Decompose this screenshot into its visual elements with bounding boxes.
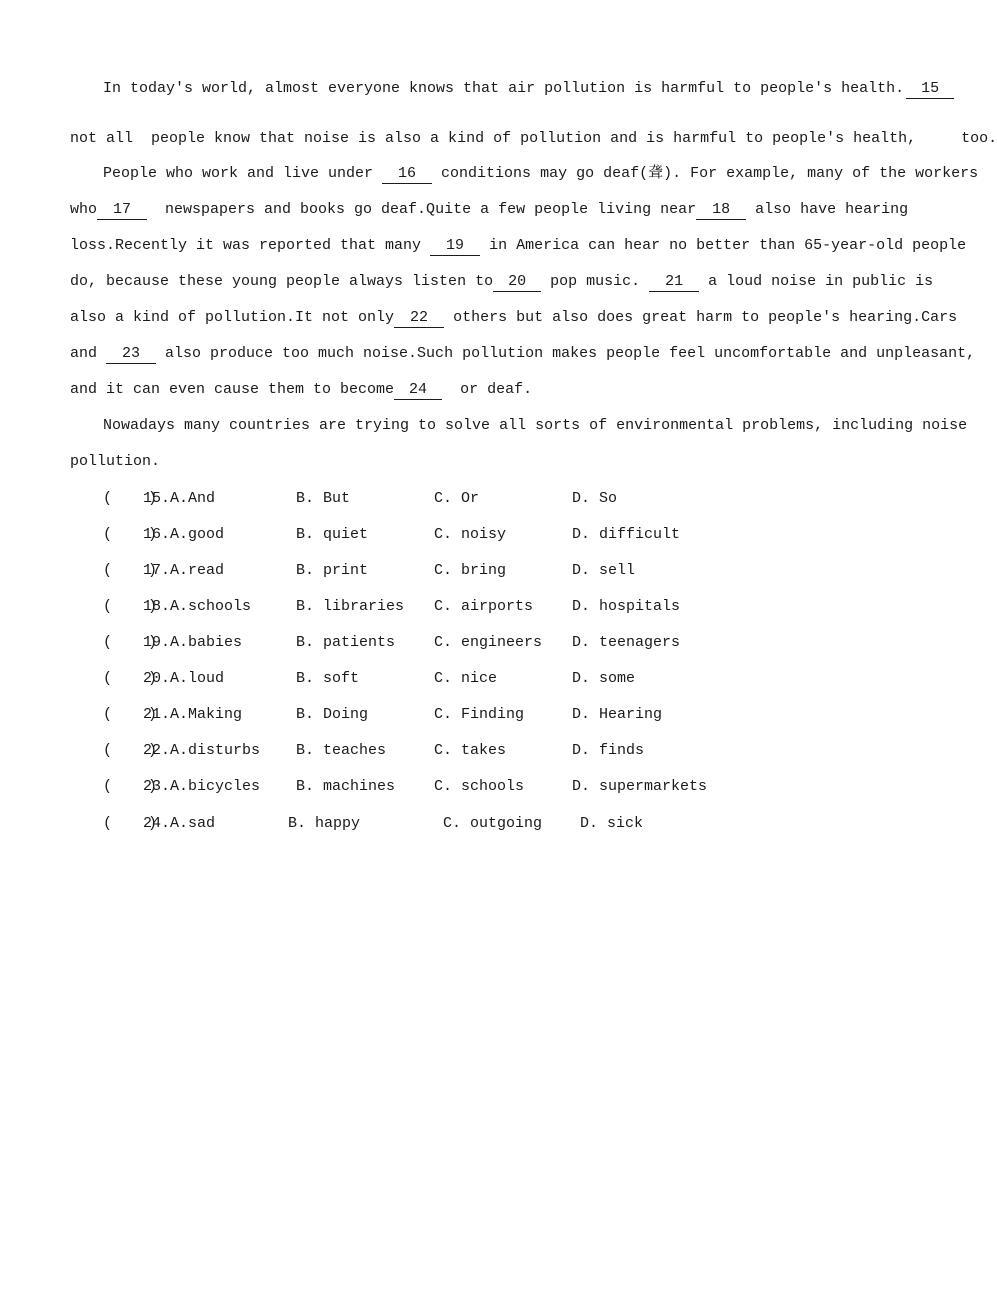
blank-16[interactable]: 16 xyxy=(382,165,432,184)
option-c: C. Finding xyxy=(434,706,525,723)
option-d: D. finds xyxy=(572,742,645,759)
passage-text: and it can even cause them to become xyxy=(70,381,395,398)
blank-17[interactable]: 17 xyxy=(97,201,147,220)
option-c: C. noisy xyxy=(434,526,507,543)
answer-bracket[interactable]: ( ) xyxy=(103,634,158,651)
option-c: C. schools xyxy=(434,778,525,795)
question-22 xyxy=(103,741,645,761)
option-a: 15.A.And xyxy=(143,490,216,507)
option-d: D. difficult xyxy=(572,526,681,543)
answer-bracket[interactable]: ( ) xyxy=(103,562,158,579)
option-a: 24.A.sad xyxy=(143,815,216,832)
passage-text: a loud noise in public is xyxy=(699,273,934,290)
option-a: 19.A.babies xyxy=(143,634,243,651)
option-b: B. But xyxy=(296,490,351,507)
passage-line: pollution. xyxy=(70,453,161,470)
blank-24[interactable]: 24 xyxy=(394,381,442,400)
answer-bracket[interactable]: ( ) xyxy=(103,598,158,615)
option-b: B. quiet xyxy=(296,526,369,543)
option-c: C. airports xyxy=(434,598,534,615)
answer-bracket[interactable]: ( ) xyxy=(103,526,158,543)
passage-line: not all people know that noise is also a kind of pollution and is harmful to people's health, too. xyxy=(70,130,997,147)
question-24 xyxy=(103,814,644,834)
option-b: B. machines xyxy=(296,778,396,795)
blank-19[interactable]: 19 xyxy=(430,237,480,256)
option-a: 18.A.schools xyxy=(143,598,252,615)
question-15 xyxy=(103,489,618,509)
question-17 xyxy=(103,561,636,581)
passage-text: People who work and live under xyxy=(103,165,383,182)
option-a: 17.A.read xyxy=(143,562,225,579)
option-c: C. engineers xyxy=(434,634,543,651)
passage-text: and xyxy=(70,345,107,362)
option-a: 20.A.loud xyxy=(143,670,225,687)
passage-text: others but also does great harm to people's hearing.Cars xyxy=(444,309,958,326)
option-b: B. teaches xyxy=(296,742,387,759)
blank-15[interactable]: 15 xyxy=(906,80,954,99)
option-d: D. Hearing xyxy=(572,706,663,723)
passage-text: pop music. xyxy=(541,273,650,290)
blank-22[interactable]: 22 xyxy=(394,309,444,328)
passage-text: In today's world, almost everyone knows that air pollution is harmful to people's health. xyxy=(103,80,905,97)
passage-text: do, because these young people always listen to xyxy=(70,273,494,290)
option-d: D. supermarkets xyxy=(572,778,708,795)
blank-18[interactable]: 18 xyxy=(696,201,746,220)
option-c: C. outgoing xyxy=(443,815,543,832)
passage-text: conditions may go deaf(聋). For example, many of the workers xyxy=(432,165,979,182)
option-c: C. takes xyxy=(434,742,507,759)
option-b: B. Doing xyxy=(296,706,369,723)
option-c: C. bring xyxy=(434,562,507,579)
blank-21[interactable]: 21 xyxy=(649,273,699,292)
question-20 xyxy=(103,669,636,689)
passage-line xyxy=(70,380,532,400)
answer-bracket[interactable]: ( ) xyxy=(103,815,158,832)
answer-bracket[interactable]: ( ) xyxy=(103,706,158,723)
blank-23[interactable]: 23 xyxy=(106,345,156,364)
passage-line xyxy=(70,344,975,364)
answer-bracket[interactable]: ( ) xyxy=(103,742,158,759)
option-b: B. patients xyxy=(296,634,396,651)
passage-line xyxy=(70,308,957,328)
option-d: D. sell xyxy=(572,562,636,579)
option-a: 16.A.good xyxy=(143,526,225,543)
option-d: D. teenagers xyxy=(572,634,681,651)
passage-line xyxy=(70,200,908,220)
passage-line xyxy=(70,272,933,292)
passage-line xyxy=(103,79,954,99)
blank-20[interactable]: 20 xyxy=(493,273,541,292)
option-d: D. sick xyxy=(580,815,644,832)
passage-line xyxy=(70,236,966,256)
option-c: C. nice xyxy=(434,670,498,687)
option-a: 22.A.disturbs xyxy=(143,742,261,759)
option-d: D. some xyxy=(572,670,636,687)
option-a: 23.A.bicycles xyxy=(143,778,261,795)
question-21 xyxy=(103,705,663,725)
passage-line xyxy=(103,164,978,184)
option-d: D. hospitals xyxy=(572,598,681,615)
question-19 xyxy=(103,633,681,653)
question-23 xyxy=(103,777,708,797)
answer-bracket[interactable]: ( ) xyxy=(103,778,158,795)
passage-text: in America can hear no better than 65-year-old people xyxy=(480,237,967,254)
passage-text: who xyxy=(70,201,98,218)
question-18 xyxy=(103,597,681,617)
passage-text: also have hearing xyxy=(746,201,909,218)
option-b: B. print xyxy=(296,562,369,579)
passage-text: loss.Recently it was reported that many xyxy=(70,237,431,254)
question-16 xyxy=(103,525,681,545)
option-c: C. Or xyxy=(434,490,480,507)
passage-line: Nowadays many countries are trying to solve all sorts of environmental problems, including noise xyxy=(103,417,968,434)
answer-bracket[interactable]: ( ) xyxy=(103,490,158,507)
answer-bracket[interactable]: ( ) xyxy=(103,670,158,687)
option-a: 21.A.Making xyxy=(143,706,243,723)
option-b: B. happy xyxy=(288,815,361,832)
option-b: B. soft xyxy=(296,670,360,687)
passage-text: newspapers and books go deaf.Quite a few people living near xyxy=(147,201,697,218)
option-b: B. libraries xyxy=(296,598,405,615)
option-d: D. So xyxy=(572,490,618,507)
passage-text: also produce too much noise.Such pollution makes people feel uncomfortable and unpleasant, xyxy=(156,345,976,362)
passage-text: also a kind of pollution.It not only xyxy=(70,309,395,326)
passage-text: or deaf. xyxy=(442,381,533,398)
